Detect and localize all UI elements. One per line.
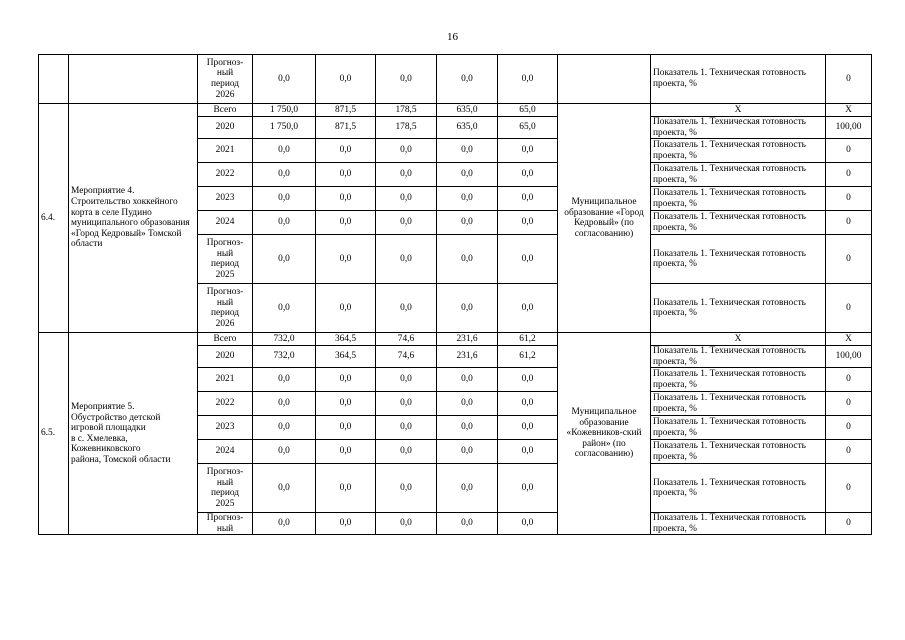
indicator-cell: Показатель 1. Техническая готовность проекта, % xyxy=(651,187,826,211)
result-cell: 0 xyxy=(826,187,872,211)
period-cell: 2024 xyxy=(198,440,253,464)
value-cell: 0,0 xyxy=(498,163,558,187)
value-cell: 0,0 xyxy=(316,368,376,392)
indicator-cell: Показатель 1. Техническая готовность проекта, % xyxy=(651,163,826,187)
value-cell: 0,0 xyxy=(316,392,376,416)
table-row xyxy=(39,55,872,104)
measure-number-cell: 6.5. xyxy=(39,333,69,535)
table-row xyxy=(39,333,872,346)
value-cell: 61,2 xyxy=(498,333,558,346)
value-cell: 0,0 xyxy=(253,187,316,211)
period-cell: 2021 xyxy=(198,139,253,163)
value-cell: 0,0 xyxy=(437,55,498,104)
value-cell: 0,0 xyxy=(376,211,437,235)
period-cell: Прогноз- ный период 2026 xyxy=(198,55,253,104)
value-cell: 0,0 xyxy=(316,284,376,333)
value-cell: 0,0 xyxy=(498,139,558,163)
value-cell: 0,0 xyxy=(437,392,498,416)
value-cell: 0,0 xyxy=(253,464,316,513)
value-cell: 0,0 xyxy=(316,464,376,513)
value-cell: 0,0 xyxy=(437,368,498,392)
period-cell: 2022 xyxy=(198,163,253,187)
indicator-cell: Показатель 1. Техническая готовность проекта, % xyxy=(651,346,826,368)
result-cell: 0 xyxy=(826,440,872,464)
result-cell: 0 xyxy=(826,368,872,392)
value-cell: 0,0 xyxy=(437,284,498,333)
value-cell: 0,0 xyxy=(376,392,437,416)
indicator-cell: Показатель 1. Техническая готовность проекта, % xyxy=(651,416,826,440)
value-cell: 0,0 xyxy=(437,513,498,535)
measure-number-cell xyxy=(39,55,69,104)
value-cell: 0,0 xyxy=(376,464,437,513)
value-cell: 0,0 xyxy=(253,235,316,284)
value-cell: 0,0 xyxy=(253,139,316,163)
value-cell: 0,0 xyxy=(376,187,437,211)
value-cell: 0,0 xyxy=(253,416,316,440)
value-cell: 871,5 xyxy=(316,104,376,117)
program-table xyxy=(38,54,872,535)
result-cell: 100,00 xyxy=(826,346,872,368)
period-cell: 2021 xyxy=(198,368,253,392)
value-cell: 0,0 xyxy=(498,235,558,284)
table-body xyxy=(39,55,872,535)
period-cell: 2023 xyxy=(198,416,253,440)
value-cell: 0,0 xyxy=(498,284,558,333)
value-cell: 0,0 xyxy=(316,513,376,535)
table-row xyxy=(39,104,872,117)
value-cell: 0,0 xyxy=(376,235,437,284)
value-cell: 231,6 xyxy=(437,346,498,368)
value-cell: 0,0 xyxy=(498,211,558,235)
page-number: 16 xyxy=(447,31,458,43)
value-cell: 732,0 xyxy=(253,346,316,368)
value-cell: 0,0 xyxy=(316,187,376,211)
indicator-cell: Х xyxy=(651,104,826,117)
indicator-cell: Показатель 1. Техническая готовность проекта, % xyxy=(651,139,826,163)
value-cell: 732,0 xyxy=(253,333,316,346)
value-cell: 0,0 xyxy=(316,211,376,235)
indicator-cell: Показатель 1. Техническая готовность проекта, % xyxy=(651,284,826,333)
value-cell: 0,0 xyxy=(437,464,498,513)
value-cell: 0,0 xyxy=(437,163,498,187)
result-cell: 0 xyxy=(826,139,872,163)
executor-cell: Муниципальное образование «Город Кедровый» (по согласованию) xyxy=(558,104,651,333)
period-cell: 2020 xyxy=(198,346,253,368)
period-cell: Всего xyxy=(198,333,253,346)
value-cell: 0,0 xyxy=(316,416,376,440)
value-cell: 65,0 xyxy=(498,104,558,117)
result-cell: Х xyxy=(826,333,872,346)
value-cell: 0,0 xyxy=(498,464,558,513)
value-cell: 1 750,0 xyxy=(253,117,316,139)
value-cell: 0,0 xyxy=(498,368,558,392)
value-cell: 0,0 xyxy=(316,163,376,187)
executor-cell xyxy=(558,55,651,104)
value-cell: 0,0 xyxy=(376,416,437,440)
value-cell: 0,0 xyxy=(498,416,558,440)
value-cell: 0,0 xyxy=(376,513,437,535)
indicator-cell: Показатель 1. Техническая готовность проекта, % xyxy=(651,211,826,235)
result-cell: 0 xyxy=(826,392,872,416)
value-cell: 1 750,0 xyxy=(253,104,316,117)
period-cell: 2020 xyxy=(198,117,253,139)
indicator-cell: Показатель 1. Техническая готовность проекта, % xyxy=(651,440,826,464)
result-cell: 0 xyxy=(826,513,872,535)
indicator-cell: Показатель 1. Техническая готовность проекта, % xyxy=(651,117,826,139)
value-cell: 0,0 xyxy=(316,55,376,104)
value-cell: 0,0 xyxy=(498,440,558,464)
value-cell: 0,0 xyxy=(437,416,498,440)
result-cell: 0 xyxy=(826,55,872,104)
indicator-cell: Показатель 1. Техническая готовность проекта, % xyxy=(651,464,826,513)
value-cell: 635,0 xyxy=(437,104,498,117)
value-cell: 0,0 xyxy=(253,55,316,104)
value-cell: 65,0 xyxy=(498,117,558,139)
value-cell: 0,0 xyxy=(437,440,498,464)
indicator-cell: Показатель 1. Техническая готовность проекта, % xyxy=(651,235,826,284)
period-cell: 2023 xyxy=(198,187,253,211)
measure-number-cell: 6.4. xyxy=(39,104,69,333)
result-cell: 0 xyxy=(826,416,872,440)
value-cell: 0,0 xyxy=(316,139,376,163)
value-cell: 0,0 xyxy=(498,187,558,211)
indicator-cell: Показатель 1. Техническая готовность проекта, % xyxy=(651,368,826,392)
value-cell: 0,0 xyxy=(437,187,498,211)
value-cell: 0,0 xyxy=(376,163,437,187)
value-cell: 0,0 xyxy=(376,55,437,104)
result-cell: 100,00 xyxy=(826,117,872,139)
value-cell: 0,0 xyxy=(498,55,558,104)
indicator-cell: Показатель 1. Техническая готовность проекта, % xyxy=(651,513,826,535)
value-cell: 0,0 xyxy=(253,392,316,416)
value-cell: 0,0 xyxy=(498,513,558,535)
value-cell: 0,0 xyxy=(316,235,376,284)
value-cell: 0,0 xyxy=(376,368,437,392)
value-cell: 871,5 xyxy=(316,117,376,139)
value-cell: 178,5 xyxy=(376,117,437,139)
indicator-cell: Показатель 1. Техническая готовность проекта, % xyxy=(651,55,826,104)
result-cell: Х xyxy=(826,104,872,117)
value-cell: 178,5 xyxy=(376,104,437,117)
period-cell: 2024 xyxy=(198,211,253,235)
result-cell: 0 xyxy=(826,211,872,235)
result-cell: 0 xyxy=(826,284,872,333)
value-cell: 74,6 xyxy=(376,333,437,346)
result-cell: 0 xyxy=(826,235,872,284)
value-cell: 0,0 xyxy=(253,163,316,187)
period-cell: Прогноз- ный период 2025 xyxy=(198,464,253,513)
value-cell: 74,6 xyxy=(376,346,437,368)
period-cell: Прогноз- ный период 2026 xyxy=(198,284,253,333)
measure-title-cell: Мероприятие 5. Обустройство детской игровой площадки в с. Хмелевка, Кожевниковского района, Томской области xyxy=(69,333,198,535)
value-cell: 635,0 xyxy=(437,117,498,139)
value-cell: 0,0 xyxy=(376,284,437,333)
result-cell: 0 xyxy=(826,163,872,187)
value-cell: 364,5 xyxy=(316,346,376,368)
value-cell: 0,0 xyxy=(437,139,498,163)
measure-title-cell xyxy=(69,55,198,104)
period-cell: Всего xyxy=(198,104,253,117)
period-cell: Прогноз- ный xyxy=(198,513,253,535)
value-cell: 0,0 xyxy=(376,440,437,464)
value-cell: 61,2 xyxy=(498,346,558,368)
measure-title-cell: Мероприятие 4. Строительство хоккейного корта в селе Пудино муниципального образования «Город Кедровый» Томской области xyxy=(69,104,198,333)
executor-cell: Муниципальное образование «Кожевников-ский район» (по согласованию) xyxy=(558,333,651,535)
indicator-cell: Показатель 1. Техническая готовность проекта, % xyxy=(651,392,826,416)
value-cell: 0,0 xyxy=(253,211,316,235)
value-cell: 0,0 xyxy=(498,392,558,416)
value-cell: 0,0 xyxy=(376,139,437,163)
value-cell: 0,0 xyxy=(253,513,316,535)
result-cell: 0 xyxy=(826,464,872,513)
indicator-cell: Х xyxy=(651,333,826,346)
value-cell: 0,0 xyxy=(437,235,498,284)
value-cell: 0,0 xyxy=(316,440,376,464)
value-cell: 364,5 xyxy=(316,333,376,346)
period-cell: Прогноз- ный период 2025 xyxy=(198,235,253,284)
value-cell: 0,0 xyxy=(253,440,316,464)
value-cell: 0,0 xyxy=(253,368,316,392)
value-cell: 231,6 xyxy=(437,333,498,346)
value-cell: 0,0 xyxy=(253,284,316,333)
value-cell: 0,0 xyxy=(437,211,498,235)
period-cell: 2022 xyxy=(198,392,253,416)
